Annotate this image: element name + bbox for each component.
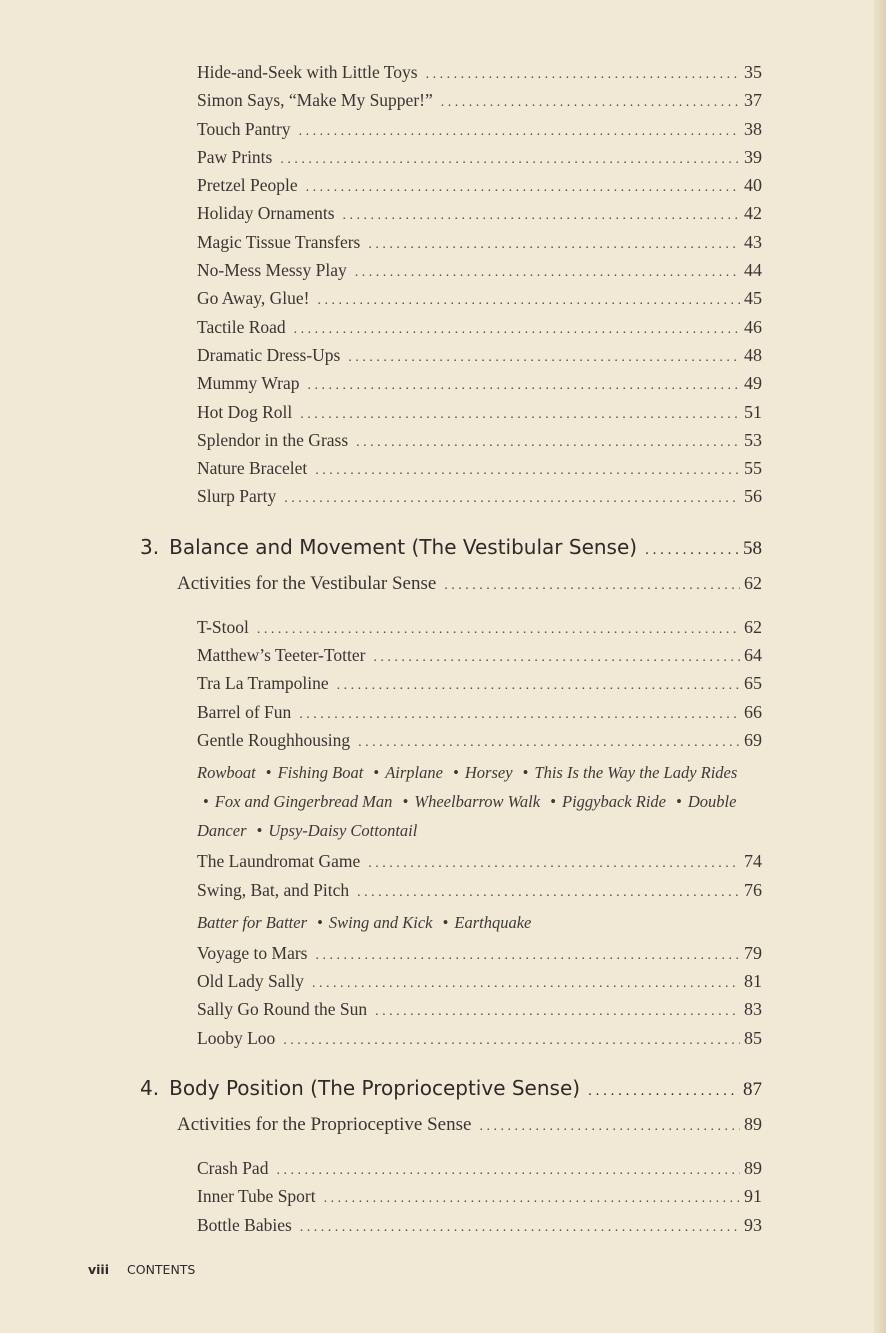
entry-label: Inner Tube Sport xyxy=(197,1186,316,1207)
toc-entry[interactable] xyxy=(140,402,800,430)
dot-leader xyxy=(373,645,740,666)
dot-leader xyxy=(368,851,740,872)
toc-entry[interactable] xyxy=(140,971,800,999)
entry-page: 49 xyxy=(744,373,762,394)
entry-label: Barrel of Fun xyxy=(197,701,292,722)
chapter-page: 58 xyxy=(743,537,762,559)
entry-page: 65 xyxy=(744,673,762,694)
entry-page: 44 xyxy=(744,260,762,281)
dot-leader xyxy=(308,373,740,394)
bullet-separator: • xyxy=(402,792,409,812)
dot-leader xyxy=(316,943,741,964)
dot-leader xyxy=(444,573,740,595)
page-edge xyxy=(874,0,886,1333)
entry-label: Nature Bracelet xyxy=(197,458,308,479)
chapter-title: Balance and Movement (The Vestibular Sense) xyxy=(169,534,638,559)
dot-leader xyxy=(357,880,740,901)
chapter-number: 4. xyxy=(140,1076,160,1101)
entry-page: 46 xyxy=(744,316,762,337)
entry-label: Matthew’s Teeter-Totter xyxy=(197,645,366,666)
toc-chapter3-entries-a xyxy=(140,617,800,758)
section-page: 89 xyxy=(744,1114,762,1135)
entry-label: Simon Says, “Make My Supper!” xyxy=(197,90,433,111)
entry-page: 83 xyxy=(744,999,762,1020)
entry-page: 76 xyxy=(744,879,762,900)
subactivity-name: Earthquake xyxy=(454,912,532,932)
toc-entry[interactable] xyxy=(140,260,800,288)
subactivity-name: Double Dancer xyxy=(197,792,737,841)
subactivities-note-a xyxy=(140,758,800,845)
entry-page: 89 xyxy=(744,1158,762,1179)
entry-label: Hot Dog Roll xyxy=(197,401,293,422)
running-head: CONTENTS xyxy=(127,1262,196,1277)
subactivity-name: Fishing Boat xyxy=(277,763,364,783)
entry-label: Mummy Wrap xyxy=(197,373,300,394)
bullet-separator: • xyxy=(373,763,380,783)
dot-leader xyxy=(348,345,740,366)
entry-page: 40 xyxy=(744,175,762,196)
dot-leader xyxy=(294,317,740,338)
dot-leader xyxy=(284,486,740,507)
entry-page: 35 xyxy=(744,62,762,82)
bullet-separator: • xyxy=(317,912,323,932)
dot-leader xyxy=(257,617,740,638)
entry-page: 38 xyxy=(744,118,762,139)
toc-chapter3-entries-c xyxy=(140,943,800,1056)
section-label: Activities for the Proprioceptive Sense xyxy=(177,1114,472,1136)
entry-page: 93 xyxy=(744,1214,762,1235)
entry-label: Gentle Roughhousing xyxy=(197,729,351,750)
section-page: 62 xyxy=(744,572,762,593)
entry-label: Touch Pantry xyxy=(197,118,291,139)
toc-entry[interactable] xyxy=(140,373,800,401)
entry-page: 48 xyxy=(744,344,762,365)
toc-entry[interactable] xyxy=(140,702,800,730)
entry-page: 53 xyxy=(744,429,762,450)
dot-leader xyxy=(343,203,740,224)
toc-entry[interactable] xyxy=(140,317,800,345)
entry-page: 69 xyxy=(744,729,762,750)
dot-leader xyxy=(358,730,740,751)
entry-label: Looby Loo xyxy=(197,1027,276,1048)
entry-label: Dramatic Dress-Ups xyxy=(197,344,341,365)
section-vestibular-activities[interactable] xyxy=(140,573,800,609)
bullet-separator: • xyxy=(453,763,459,783)
dot-leader xyxy=(337,673,740,694)
entry-page: 45 xyxy=(744,288,762,309)
bullet-separator: • xyxy=(203,792,209,812)
dot-leader xyxy=(299,119,740,140)
entry-page: 91 xyxy=(744,1186,762,1207)
toc-entry[interactable] xyxy=(140,1186,800,1214)
toc-entry[interactable] xyxy=(140,880,800,908)
subactivity-name: This Is the Way the Lady Rides xyxy=(534,763,738,783)
dot-leader xyxy=(306,175,740,196)
entry-label: Magic Tissue Transfers xyxy=(197,231,361,252)
toc-entry[interactable] xyxy=(140,458,800,486)
toc-entry[interactable] xyxy=(140,147,800,175)
entry-page: 37 xyxy=(744,90,762,111)
dot-leader xyxy=(324,1186,740,1207)
chapter-page: 87 xyxy=(743,1079,762,1101)
entry-label: No-Mess Messy Play xyxy=(197,260,347,281)
folio: viii xyxy=(88,1262,110,1277)
subactivity-name: Upsy-Daisy Cottontail xyxy=(268,821,418,841)
toc-entry[interactable] xyxy=(140,232,800,260)
toc-entry[interactable] xyxy=(140,851,800,879)
entry-page: 66 xyxy=(744,701,762,722)
entry-label: The Laundromat Game xyxy=(197,851,361,872)
dot-leader xyxy=(299,702,740,723)
page-footer xyxy=(88,1262,195,1277)
dot-leader xyxy=(355,260,740,281)
chapter-4-heading[interactable] xyxy=(140,1076,800,1114)
entry-label: Pretzel People xyxy=(197,175,298,196)
entry-label: Sally Go Round the Sun xyxy=(197,999,368,1020)
toc-entry[interactable] xyxy=(140,203,800,231)
bullet-separator: • xyxy=(676,792,682,812)
dot-leader xyxy=(426,62,740,83)
toc-entry[interactable] xyxy=(140,617,800,645)
dot-leader xyxy=(276,1158,740,1179)
toc-chapter3-entries-b xyxy=(140,851,800,908)
entry-label: Bottle Babies xyxy=(197,1214,292,1235)
entry-page: 42 xyxy=(744,203,762,224)
dot-leader xyxy=(300,1215,740,1236)
entry-label: Swing, Bat, and Pitch xyxy=(197,879,350,900)
toc-entry[interactable] xyxy=(140,288,800,316)
entry-page: 74 xyxy=(744,851,762,872)
toc-entry[interactable] xyxy=(140,62,800,90)
dot-leader xyxy=(441,90,740,111)
dot-leader xyxy=(312,971,740,992)
subactivity-name: Wheelbarrow Walk xyxy=(414,792,541,812)
chapter-number: 3. xyxy=(140,534,160,559)
entry-label: Old Lady Sally xyxy=(197,971,304,992)
subactivity-name: Piggyback Ride xyxy=(561,792,666,812)
entry-page: 55 xyxy=(744,458,762,479)
dot-leader xyxy=(315,458,740,479)
dot-leader xyxy=(375,999,740,1020)
table-of-contents xyxy=(140,62,800,1243)
toc-entry[interactable] xyxy=(140,345,800,373)
dot-leader xyxy=(645,535,739,559)
toc-group-1 xyxy=(140,62,800,515)
dot-leader xyxy=(588,1076,739,1100)
dot-leader xyxy=(479,1114,740,1136)
entry-label: T-Stool xyxy=(197,616,249,637)
section-proprioceptive-activities[interactable] xyxy=(140,1114,800,1150)
section-label: Activities for the Vestibular Sense xyxy=(177,572,437,594)
subactivities-note-b xyxy=(140,908,800,937)
subactivity-name: Swing and Kick xyxy=(328,912,433,932)
bullet-separator: • xyxy=(550,792,556,812)
subactivity-name: Airplane xyxy=(385,763,443,783)
bullet-separator: • xyxy=(256,821,263,841)
dot-leader xyxy=(280,147,740,168)
dot-leader xyxy=(368,232,740,253)
toc-entry[interactable] xyxy=(140,1158,800,1186)
toc-entry[interactable] xyxy=(140,1028,800,1056)
entry-page: 85 xyxy=(744,1027,762,1048)
toc-entry[interactable] xyxy=(140,673,800,701)
subactivity-name: Fox and Gingerbread Man xyxy=(214,792,393,812)
entry-label: Holiday Ornaments xyxy=(197,203,335,224)
entry-page: 62 xyxy=(744,616,762,637)
entry-page: 56 xyxy=(744,486,762,507)
toc-entry[interactable] xyxy=(140,90,800,118)
toc-entry[interactable] xyxy=(140,486,800,514)
entry-label: Crash Pad xyxy=(197,1158,269,1179)
chapter-3-heading[interactable] xyxy=(140,535,800,573)
entry-label: Slurp Party xyxy=(197,486,277,507)
toc-entry[interactable] xyxy=(140,175,800,203)
toc-entry[interactable] xyxy=(140,1215,800,1243)
bullet-separator: • xyxy=(442,912,449,932)
entry-page: 79 xyxy=(744,942,762,963)
dot-leader xyxy=(356,430,740,451)
toc-entry[interactable] xyxy=(140,119,800,147)
toc-chapter4-entries xyxy=(140,1158,800,1243)
entry-page: 43 xyxy=(744,231,762,252)
toc-entry[interactable] xyxy=(140,730,800,758)
dot-leader xyxy=(317,288,740,309)
entry-page: 51 xyxy=(744,401,762,422)
toc-entry[interactable] xyxy=(140,430,800,458)
entry-page: 39 xyxy=(744,146,762,167)
subactivity-name: Rowboat xyxy=(197,763,256,783)
entry-label: Go Away, Glue! xyxy=(197,288,310,309)
entry-page: 64 xyxy=(744,645,762,666)
entry-page: 81 xyxy=(744,971,762,992)
dot-leader xyxy=(283,1028,740,1049)
entry-label: Voyage to Mars xyxy=(197,942,308,963)
bullet-separator: • xyxy=(265,763,272,783)
entry-label: Splendor in the Grass xyxy=(197,429,349,450)
entry-label: Paw Prints xyxy=(197,146,273,167)
subactivity-name: Batter for Batter xyxy=(197,912,307,932)
entry-label: Hide-and-Seek with Little Toys xyxy=(197,62,418,82)
toc-entry[interactable] xyxy=(140,999,800,1027)
chapter-title: Body Position (The Proprioceptive Sense) xyxy=(169,1076,581,1101)
toc-entry[interactable] xyxy=(140,943,800,971)
toc-entry[interactable] xyxy=(140,645,800,673)
subactivity-name: Horsey xyxy=(464,763,513,783)
bullet-separator: • xyxy=(522,763,529,783)
dot-leader xyxy=(300,402,740,423)
entry-label: Tra La Trampoline xyxy=(197,673,329,694)
entry-label: Tactile Road xyxy=(197,316,286,337)
